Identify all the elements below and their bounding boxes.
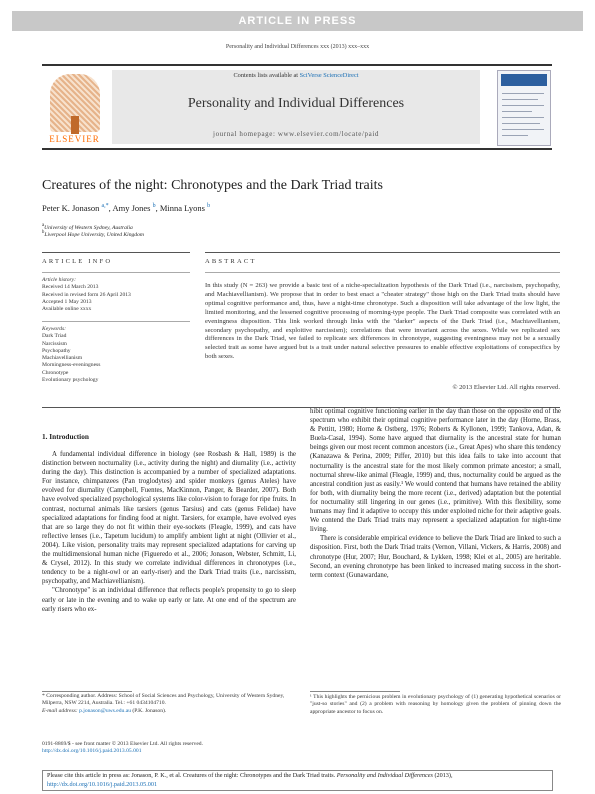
abstract-heading: ABSTRACT <box>205 258 257 265</box>
cover-line <box>502 129 544 130</box>
cover-line <box>502 99 538 100</box>
email-label: E-mail address: <box>42 707 80 714</box>
affiliation-text: University of Western Sydney, Australia <box>44 224 133 231</box>
abstract-text: In this study (N = 263) we provide a basic test of a niche-specialization hypothesis of the Dark Triad (i.e., narcissism, psychopathy, and Machiavellianism). We propose that in order to best enact a "cheater strategy" those high on the Dark Triad traits should have optimal cognitive performance and, thus, have a night-time chronotype. Such a disposition will take advantage of the low light, the limited monitoring, and the lessened cognitive processing of morning-type people. The Dark Triad composite was correlated with an eveningness disposition. This link worked through links with the "darker" aspects of the Dark Triad (i.e., Machiavellianism, secondary psychopathy, and exploitive narcissism); correlations that were invariant across the sexes. While we replicated sex differences in the Dark Triad, we failed to replicate sex differences in chronotype, suggesting eveningness may not be a sexually selected trait as some have argued but is a trait under natural selective pressures to enable effective exploitations of conspecifics by both sexes. <box>205 282 560 361</box>
keyword: Chronotype <box>42 369 69 376</box>
author-name[interactable]: Peter K. Jonason <box>42 203 100 213</box>
article-in-press-banner: ARTICLE IN PRESS <box>12 11 583 31</box>
author-list <box>42 203 210 213</box>
history-item: Available online xxxx <box>42 306 92 313</box>
affiliation <box>42 230 144 238</box>
citation-prefix: Please cite this article in press as: Jonason, P. K., et al. Creatures of the night: Chronotypes and the Dark Triad traits. <box>47 772 337 779</box>
corresponding-author-note <box>42 693 296 715</box>
affiliation-text: Liverpool Hope University, United Kingdom <box>44 231 144 238</box>
paragraph: "Chronotype" is an individual difference that reflects people's propensity to go to sleep early or late in the evening and to wake up early or late. At one end of the spectrum are early risers who ex- <box>42 587 296 613</box>
corresponding-text: * Corresponding author. Address: School of Social Sciences and Psychology, University of Western Sydney, Milperra, NSW 2214, Australia. Tel.: +61 0434104710. <box>42 693 285 707</box>
keyword: Machiavellianism <box>42 355 83 362</box>
article-info-heading: ARTICLE INFO <box>42 258 113 265</box>
footnote-1: ¹ This highlights the pernicious problem in evolutionary psychology of (1) generating hypothetical scenarios or "just-so stories" and (2) a problem with reasoning by homology given the problem of pinning down the appropriate ancestor to focus on. <box>310 694 561 715</box>
elsevier-logo[interactable] <box>42 72 107 146</box>
publisher-name: ELSEVIER <box>49 134 100 144</box>
article-title: Creatures of the night: Chronotypes and the Dark Triad traits <box>42 178 383 193</box>
citation-doi-link[interactable]: http://dx.doi.org/10.1016/j.paid.2013.05.001 <box>47 780 158 788</box>
journal-homepage <box>112 130 480 138</box>
divider <box>42 321 190 322</box>
cover-line <box>502 93 544 94</box>
homepage-link[interactable]: www.elsevier.com/locate/paid <box>277 130 379 138</box>
keywords <box>42 326 192 384</box>
author-name[interactable]: Amy Jones <box>112 203 151 213</box>
body-left-column <box>42 450 296 614</box>
author-sup[interactable]: b <box>152 203 156 210</box>
body-right-column <box>310 407 561 580</box>
cover-line <box>502 105 544 106</box>
keyword: Narcissism <box>42 340 67 347</box>
divider <box>205 272 560 273</box>
divider <box>205 252 560 253</box>
footnote-rule <box>310 691 400 692</box>
author-separator: , <box>155 203 160 213</box>
journal-cover-thumbnail[interactable] <box>497 70 551 146</box>
email-link[interactable]: p.jonason@uws.edu.au <box>79 707 132 714</box>
paragraph: There is considerable empirical evidence to believe the Dark Triad are linked to such a disposition. First, both the Dark Triad traits (Vernon, Villani, Vickers, & Harris, 2008) and chronotype (Hur, 2007; Hur, Bouchard, & Lykken, 1998; Klei et al., 2005) are heritable. Second, an evening chronotype has been linked to increased mating success in the short-term context (Gunawardane, <box>310 535 561 579</box>
citation-middle: (2013), <box>432 772 453 779</box>
copyright: © 2013 Elsevier Ltd. All rights reserved. <box>452 384 560 391</box>
keywords-label: Keywords: <box>42 326 67 332</box>
article-history <box>42 277 192 313</box>
citation-box <box>42 770 553 791</box>
history-item: Received in revised form 26 April 2013 <box>42 291 131 298</box>
author-sup[interactable]: b <box>207 203 211 210</box>
journal-reference: Personality and Individual Differences xxx (2013) xxx–xxx <box>225 44 370 50</box>
author-name[interactable]: Minna Lyons <box>159 203 205 213</box>
cover-line <box>502 123 540 124</box>
cover-line <box>502 111 532 112</box>
keyword: Morningness-eveningness <box>42 362 101 369</box>
divider <box>42 272 190 273</box>
section-heading: 1. Introduction <box>42 432 89 441</box>
email-line <box>42 708 296 715</box>
issn-line: 0191-8869/$ - see front matter © 2013 Elsevier Ltd. All rights reserved. <box>42 741 203 747</box>
affiliation-sup: b <box>42 230 45 235</box>
author-separator: , <box>108 203 113 213</box>
paragraph: A fundamental individual difference in biology (see Rosbash & Hall, 1989) is the distinction between nocturnality (i.e., activity during the night) and diurnality (i.e., activity during the day). This distinction is accompanied by a number of specialized adaptations. For instance, chimpanzees (Pan troglodytes) and spider monkeys (genus Ateles) have evolved for diurnality (Campbell, Fuentes, MacKinnon, Panger, & Bearder, 2007). Both have evolved specialized psychological systems like color-vision to forage for ripe fruits. In contrast, nocturnal animals like tarsiers (genus Tarsius) and cats (genus Felidae) have specialized adaptations for finding food at night. Tarsiers, for example, have evolved eyes that are so large they do not fit within their eye-sockets (Fleagle, 1999), and cats have reflective lenses (i.e., Tapetum lucidum) to amplify ambient light at night (Ollivier et al., 2004). Like vision, personality traits may represent specialized adaptations for carving up the multidimensional human niche (Figueredo et al., 2006; Jonason, Webster, Schmitt, Li, & Crysel, 2012). In this study we correlate individual differences in chronotypes (i.e., tendency to be a night-owl or an early-riser) and the Dark Triad traits (i.e., narcissism, psychopathy, and Machiavellianism). <box>42 451 296 586</box>
doi-link[interactable]: http://dx.doi.org/10.1016/j.paid.2013.05.001 <box>42 748 142 755</box>
journal-title: Personality and Individual Differences <box>187 96 405 111</box>
keyword: Dark Triad <box>42 333 67 340</box>
history-item: Accepted 1 May 2013 <box>42 298 92 305</box>
keyword: Psychopathy <box>42 347 71 354</box>
issn-block <box>42 741 342 756</box>
affiliation-sup: a <box>42 223 45 228</box>
homepage-prefix: journal homepage: <box>213 130 278 138</box>
tree-trunk-icon <box>71 116 79 134</box>
sciencedirect-link[interactable]: SciVerse ScienceDirect <box>299 72 359 79</box>
paragraph: hibit optimal cognitive functioning earlier in the day than those on the opposite end of the spectrum who exhibit their optimal cognitive performance later in the day (Horne, Brass, & Pettitt, 1980; Horne & Ostberg, 1976; Roberts & Kyllonen, 1999; Tankova, Adan, & Buela-Casal, 1994). Some have argued that diurnality is the ancestral state for human beings given our most recent common ancestors (i.e., Great Apes) who share this tendency (Kanazawa & Perina, 2009; Piffer, 2010) but this idea fails to take into account that nocturnality is the ancestral state for the most likely common primate ancestor; a small, nocturnal shrew-like animal (Fleagle, 1999) and, thus, nocturnality could be argued as the ancestral condition just as easily.¹ We would contend that humans have retained the ability for both, with diurnality being the more recent (i.e., derived) adaptation but the potential for nocturnality still lingering in our genes (i.e., primitive). With this flexibility, some humans may find it adaptive to occupy this under exploited niche for their adaptive goals. We contend the Dark Triad traits may represent a specialized adaptation for night-time living. <box>310 408 561 534</box>
email-suffix: (P.K. Jonason). <box>131 707 167 714</box>
cover-line <box>502 117 544 118</box>
contents-prefix: Contents lists available at <box>233 72 300 79</box>
author-sup[interactable]: a,* <box>101 203 109 210</box>
cover-header <box>501 74 547 86</box>
cover-line <box>502 135 528 136</box>
history-item: Received 14 March 2013 <box>42 284 99 291</box>
divider <box>42 252 190 253</box>
keyword: Evolutionary psychology <box>42 377 99 384</box>
masthead-center <box>112 70 480 144</box>
history-label: Article history: <box>42 277 77 283</box>
contents-line <box>112 72 480 79</box>
journal-masthead <box>42 64 552 150</box>
citation-journal: Personality and Individual Differences <box>336 772 433 779</box>
footnote-rule <box>42 691 132 692</box>
